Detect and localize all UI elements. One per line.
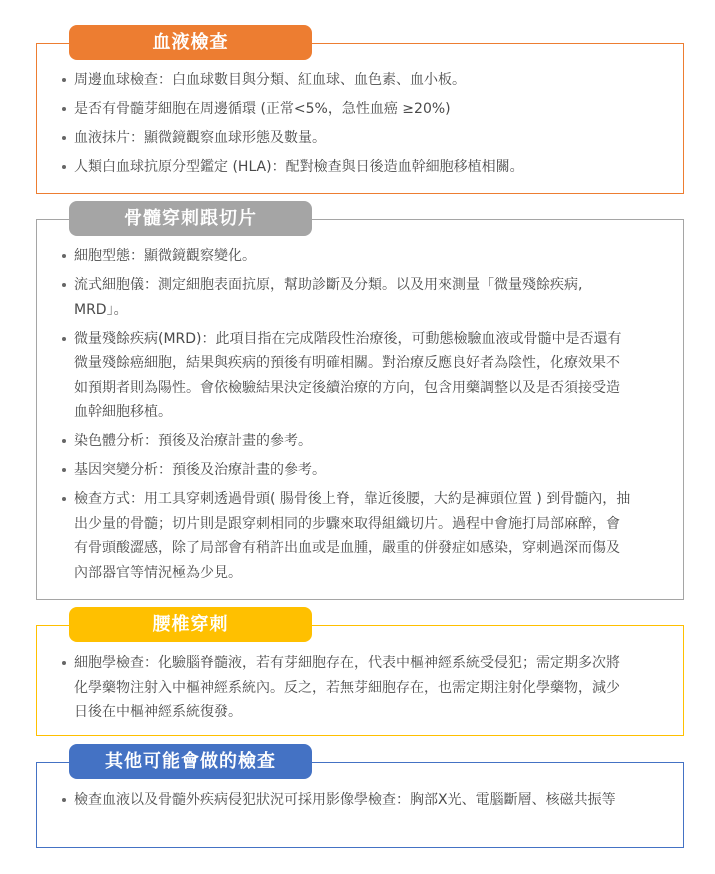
list-item: 流式細胞儀：測定細胞表面抗原，幫助診斷及分類。以及用來測量「微量殘餘疾病, MRD」。: [62, 273, 632, 322]
section-blood-test-list: [62, 68, 632, 184]
section-other-tests-list: [62, 788, 632, 817]
list-item: 基因突變分析：預後及治療計畫的參考。: [62, 458, 632, 483]
list-item: 人類白血球抗原分型鑑定 (HLA)：配對檢查與日後造血幹細胞移植相關。: [62, 155, 632, 180]
list-item: 周邊血球檢查：白血球數目與分類、紅血球、血色素、血小板。: [62, 68, 632, 93]
list-item: 染色體分析：預後及治療計畫的參考。: [62, 429, 632, 454]
list-item: 細胞學檢查：化驗腦脊髓液，若有芽細胞存在，代表中樞神經系統受侵犯；需定期多次將化學藥物注射入中樞神經系統內。反之，若無芽細胞存在，也需定期注射化學藥物，減少日後在中樞神經系統復發。: [62, 651, 632, 725]
section-lumbar-puncture-list: [62, 651, 632, 729]
list-item: 檢查血液以及骨髓外疾病侵犯狀況可採用影像學檢查：胸部X光、電腦斷層、核磁共振等: [62, 788, 632, 813]
section-blood-test-title: 血液檢查: [69, 25, 312, 60]
section-bone-marrow-list: [62, 244, 632, 590]
list-item: 檢查方式：用工具穿刺透過骨頭( 腸骨後上脊，靠近後腰，大約是褲頭位置 ) 到骨髓內，抽出少量的骨髓；切片則是跟穿刺相同的步驟來取得組織切片。過程中會施打局部麻醉，會有骨頭酸澀感，除了局部會有稍許出血或是血腫，嚴重的併發症如感染，穿刺過深而傷及內部器官等情況極為少見。: [62, 487, 632, 585]
list-item: 細胞型態：顯微鏡觀察變化。: [62, 244, 632, 269]
section-lumbar-puncture-title: 腰椎穿刺: [69, 607, 312, 642]
list-item: 微量殘餘疾病(MRD)：此項目指在完成階段性治療後，可動態檢驗血液或骨髓中是否還有微量殘餘癌細胞，結果與疾病的預後有明確相關。對治療反應良好者為陰性，化療效果不如預期者則為陽性。會依檢驗結果決定後續治療的方向，包含用藥調整以及是否須接受造血幹細胞移植。: [62, 327, 632, 425]
section-bone-marrow-title: 骨髓穿刺跟切片: [69, 201, 312, 236]
list-item: 血液抹片：顯微鏡觀察血球形態及數量。: [62, 126, 632, 151]
list-item: 是否有骨髓芽細胞在周邊循環 (正常<5%，急性血癌 ≥20%): [62, 97, 632, 122]
section-other-tests-title: 其他可能會做的檢查: [69, 744, 312, 779]
